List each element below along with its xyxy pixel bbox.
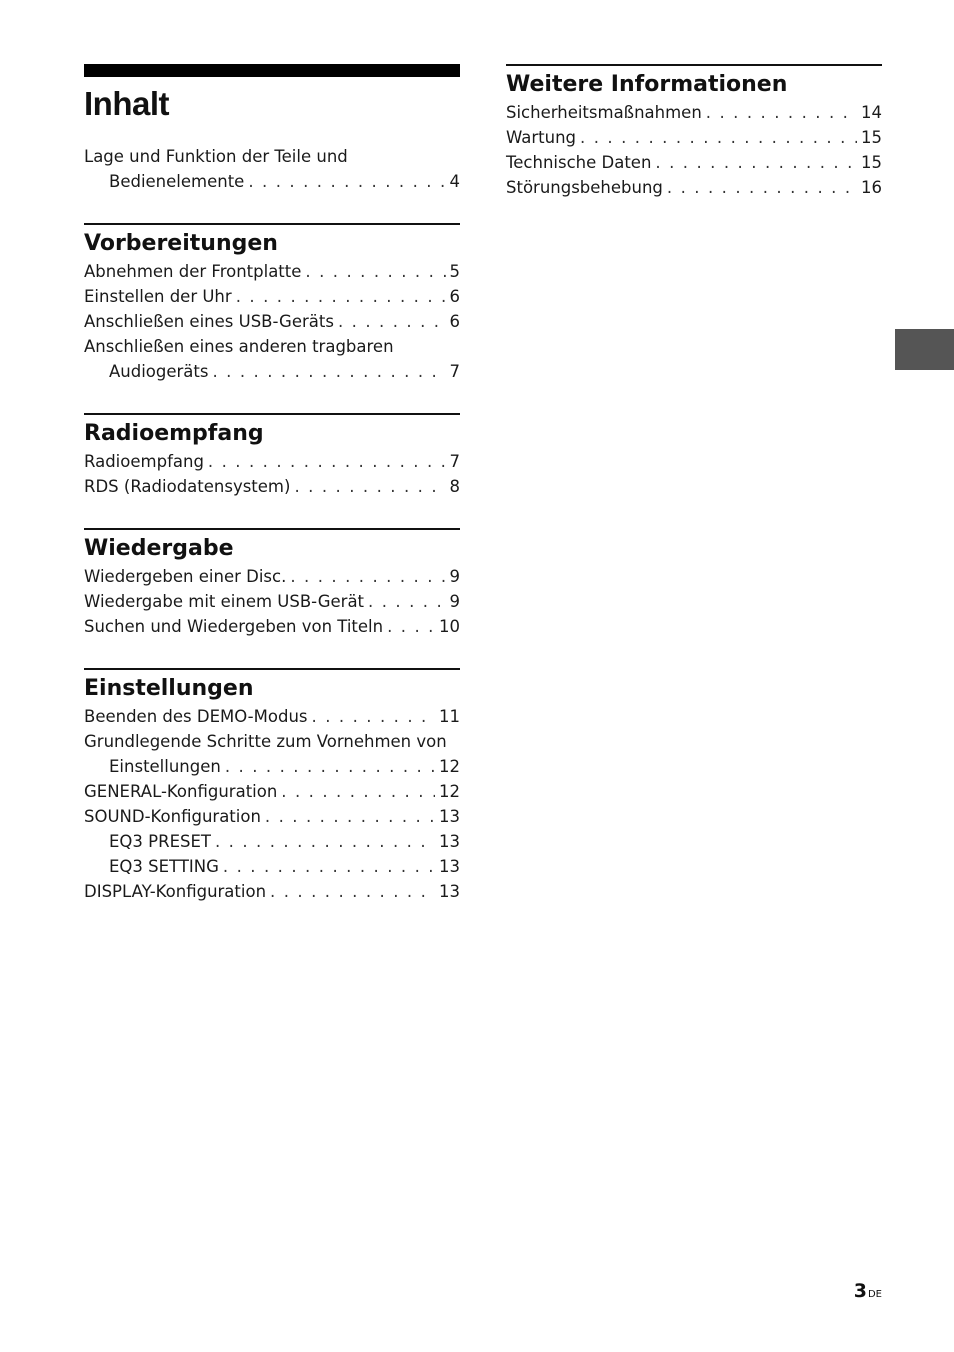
left-column: [84, 64, 460, 904]
entry-page-number: 10: [439, 617, 460, 636]
entry-title: DISPLAY-Konfiguration: [84, 882, 267, 901]
dot-leader: [225, 754, 435, 779]
toc-entry[interactable]: [506, 175, 882, 200]
dot-leader: [305, 259, 445, 284]
page-title: Inhalt: [84, 85, 169, 122]
title-bar: [84, 64, 460, 77]
dot-leader: [236, 284, 446, 309]
entry-title: GENERAL-Konfiguration: [84, 782, 278, 801]
entry-page-number: 14: [861, 103, 882, 122]
toc-entry[interactable]: [84, 334, 460, 384]
right-sections: [506, 64, 882, 200]
dot-leader: [312, 704, 436, 729]
entry-title-line1: Anschließen eines anderen tragbaren: [84, 337, 394, 356]
entry-title: EQ3 PRESET: [109, 832, 211, 851]
entry-page-number: 12: [439, 782, 460, 801]
toc-entry[interactable]: [84, 309, 460, 334]
dot-leader: [281, 779, 435, 804]
entry-page-number: 7: [449, 362, 460, 381]
dot-leader: [706, 100, 857, 125]
toc-entry[interactable]: [84, 779, 460, 804]
page-number: 3DE: [853, 1280, 882, 1302]
toc-entry[interactable]: [506, 100, 882, 125]
dot-leader: [368, 589, 445, 614]
entry-title: Einstellen der Uhr: [84, 287, 232, 306]
dot-leader: [223, 854, 435, 879]
entry-page-number: 7: [449, 452, 460, 471]
language-code: DE: [867, 1289, 882, 1300]
toc-entry[interactable]: [506, 125, 882, 150]
toc-entry[interactable]: [84, 449, 460, 474]
toc-entry[interactable]: [84, 854, 460, 879]
toc-entry[interactable]: [84, 614, 460, 639]
toc-section: [84, 223, 460, 384]
entry-page-number: 11: [439, 707, 460, 726]
entry-title: Beenden des DEMO-Modus: [84, 707, 308, 726]
dot-leader: [270, 879, 435, 904]
entry-title-line1: Grundlegende Schritte zum Vornehmen von: [84, 732, 447, 751]
entry-title: Abnehmen der Frontplatte: [84, 262, 302, 281]
entry-title: Wiedergabe mit einem USB-Gerät: [84, 592, 365, 611]
toc-entry[interactable]: [84, 564, 460, 589]
entry-page-number: 8: [449, 477, 460, 496]
toc-entry[interactable]: [84, 259, 460, 284]
toc-entry[interactable]: [84, 589, 460, 614]
entry-page-number: 5: [449, 262, 460, 281]
right-column: [506, 64, 882, 200]
dot-leader: [655, 150, 857, 175]
dot-leader: [265, 804, 435, 829]
toc-entry[interactable]: [84, 879, 460, 904]
entry-page-number: 13: [439, 807, 460, 826]
toc-entry[interactable]: [84, 284, 460, 309]
entry-page-number: 13: [439, 882, 460, 901]
entry-title-line2-row: [84, 754, 460, 779]
entry-page-number: 15: [861, 153, 882, 172]
entry-title-line2-row: [84, 359, 460, 384]
toc-entry[interactable]: [84, 804, 460, 829]
dot-leader: [580, 125, 857, 150]
entry-page-number: 13: [439, 857, 460, 876]
section-rule: [84, 413, 460, 415]
toc-entry[interactable]: [84, 829, 460, 854]
toc-entry[interactable]: [84, 474, 460, 499]
entry-page-number: 6: [449, 287, 460, 306]
toc-entry[interactable]: [84, 704, 460, 729]
entry-title: Wartung: [506, 128, 577, 147]
section-rule: [84, 223, 460, 225]
dot-leader: [215, 829, 435, 854]
entry-title: RDS (Radiodatensystem): [84, 477, 291, 496]
section-rule: [506, 64, 882, 66]
toc-entry[interactable]: [84, 144, 460, 194]
entry-title-line2-row: [84, 169, 460, 194]
dot-leader: [294, 474, 445, 499]
chapter-thumb-tab: [895, 329, 954, 370]
dot-leader: [212, 359, 445, 384]
entry-page-number: 12: [439, 757, 460, 776]
entry-title: Suchen und Wiedergeben von Titeln: [84, 617, 384, 636]
entry-title-line2: Bedienelemente: [109, 172, 245, 191]
section-rule: [84, 668, 460, 670]
section-rule: [84, 528, 460, 530]
entry-title: Sicherheitsmaßnahmen: [506, 103, 702, 122]
dot-leader: [208, 449, 446, 474]
dot-leader: [290, 564, 445, 589]
toc-section: [506, 64, 882, 200]
section-heading: Radioempfang: [84, 421, 264, 446]
dot-leader: [667, 175, 857, 200]
dot-leader: [248, 169, 445, 194]
section-heading: Weitere Informationen: [506, 72, 788, 97]
entry-page-number: 13: [439, 832, 460, 851]
entry-page-number: 9: [449, 567, 460, 586]
entry-title-line2: Audiogeräts: [109, 362, 209, 381]
dot-leader: [387, 614, 435, 639]
section-heading: Wiedergabe: [84, 536, 234, 561]
toc-section: [84, 528, 460, 639]
entry-page-number: 6: [449, 312, 460, 331]
toc-section: [84, 668, 460, 904]
entry-page-number: 4: [449, 172, 460, 191]
entry-title: Radioempfang: [84, 452, 204, 471]
entry-title: SOUND-Konfiguration: [84, 807, 261, 826]
entry-page-number: 9: [449, 592, 460, 611]
section-heading: Vorbereitungen: [84, 231, 278, 256]
entry-title: EQ3 SETTING: [109, 857, 219, 876]
section-heading: Einstellungen: [84, 676, 254, 701]
entry-title: Störungsbehebung: [506, 178, 663, 197]
toc-entry[interactable]: [84, 729, 460, 779]
entry-title: Anschließen eines USB-Geräts: [84, 312, 334, 331]
dot-leader: [338, 309, 446, 334]
toc-entry[interactable]: [506, 150, 882, 175]
entry-title-line1: Lage und Funktion der Teile und: [84, 147, 348, 166]
entry-page-number: 16: [861, 178, 882, 197]
toc-section: [84, 413, 460, 499]
entry-title: Technische Daten: [506, 153, 652, 172]
entry-title: Wiedergeben einer Disc.: [84, 567, 287, 586]
intro-entries: [84, 144, 460, 194]
left-sections: [84, 223, 460, 904]
entry-title-line2: Einstellungen: [109, 757, 221, 776]
entry-page-number: 15: [861, 128, 882, 147]
